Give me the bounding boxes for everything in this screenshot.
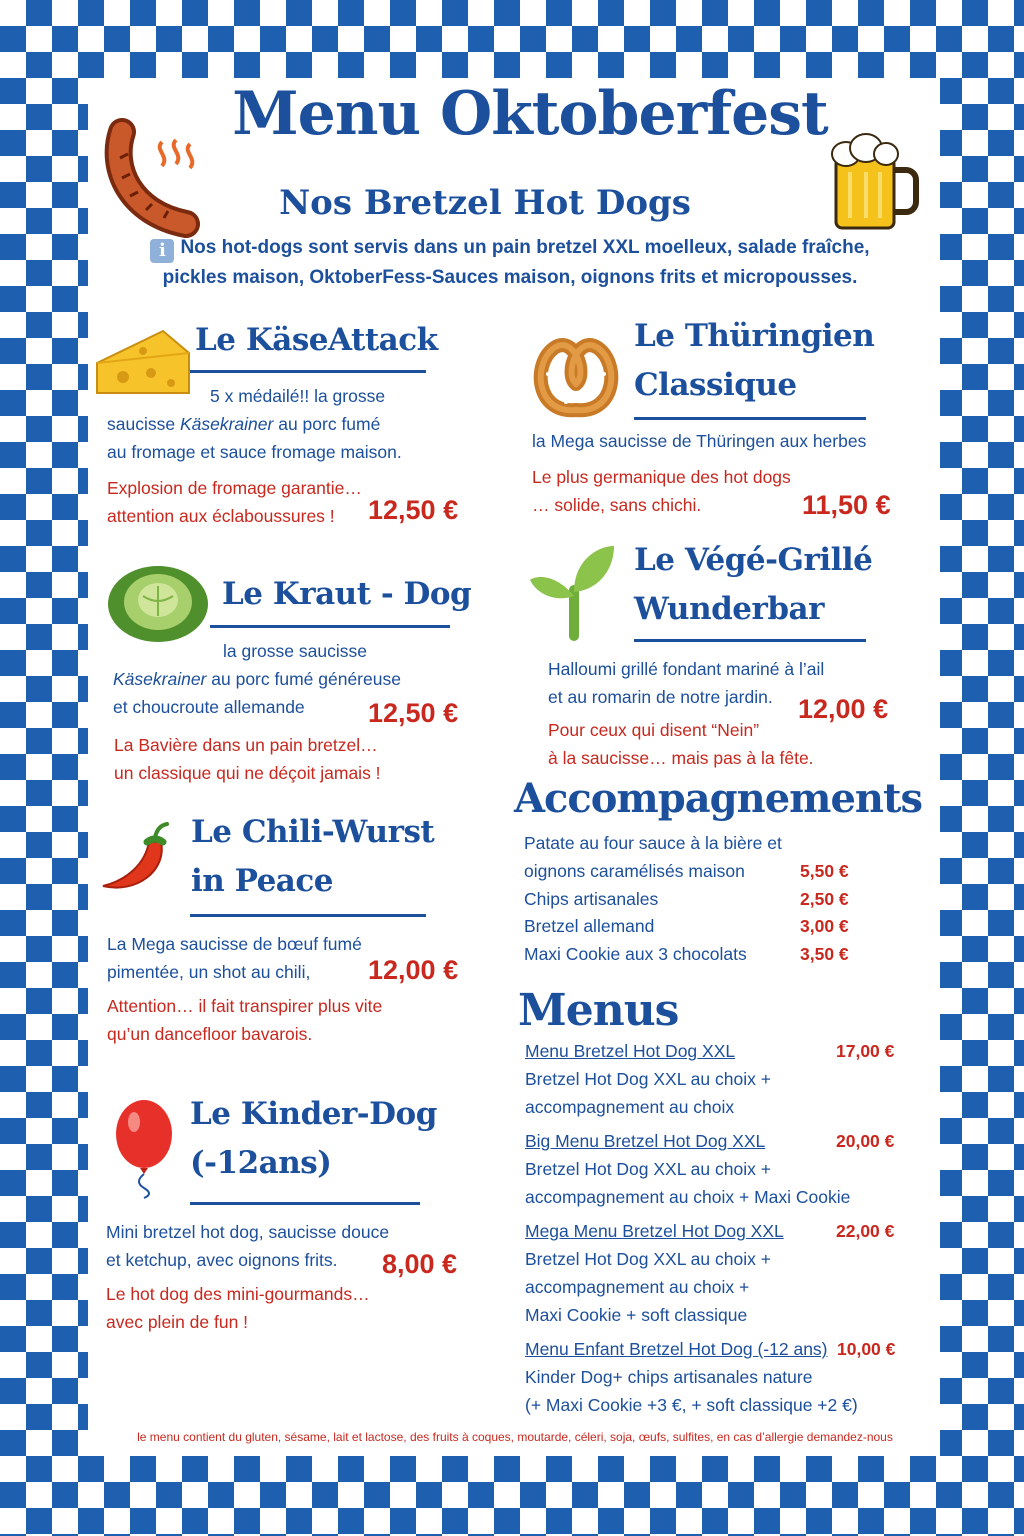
menu-price: 20,00 € xyxy=(836,1131,895,1151)
menu-price: 10,00 € xyxy=(837,1339,896,1359)
menu-price: 17,00 € xyxy=(836,1041,895,1061)
item-price: 8,00 € xyxy=(382,1249,458,1279)
item-title-kaseattack: Le KäseAttack xyxy=(195,322,438,358)
menu-item: Menu Bretzel Hot Dog XXL Bretzel Hot Dog XXL au choix + accompagnement au choix xyxy=(525,1038,855,1121)
title-underline xyxy=(634,639,866,642)
side-price: 5,50 € xyxy=(800,861,849,881)
menus-title: Menus xyxy=(518,985,679,1036)
side-price: 3,50 € xyxy=(800,944,849,964)
menu-item: Menu Enfant Bretzel Hot Dog (-12 ans) Kinder Dog+ chips artisanales nature (+ Maxi Cookie +3 €, + soft classique +2 €) xyxy=(525,1336,875,1419)
item-description: 5 x médailé!! la grosse saucisse Käsekrainer au porc fumé au fromage et sauce fromage maison. xyxy=(107,386,402,462)
item-tagline: Attention… il fait transpirer plus vite qu’un dancefloor bavarois. xyxy=(107,996,383,1044)
item-price: 11,50 € xyxy=(802,490,891,520)
item-title-kraut-dog: Le Kraut - Dog xyxy=(222,576,472,612)
cabbage-icon xyxy=(103,556,213,644)
sausage-icon xyxy=(100,118,210,233)
item-title-thuringien: Le Thüringien Classique xyxy=(634,318,875,403)
title-underline xyxy=(190,370,426,373)
info-icon: i xyxy=(150,239,174,263)
title-underline xyxy=(190,1202,420,1205)
item-tagline: Pour ceux qui disent “Nein” à la saucisse… mais pas à la fête. xyxy=(548,720,814,768)
chili-icon xyxy=(97,820,179,900)
menu-name: Menu Bretzel Hot Dog XXL xyxy=(525,1041,736,1061)
side-item: Bretzel allemand xyxy=(524,916,655,936)
item-description: Mini bretzel hot dog, saucisse douce et ketchup, avec oignons frits. xyxy=(106,1222,390,1270)
title-underline xyxy=(190,914,426,917)
item-tagline: Le plus germanique des hot dogs … solide, sans chichi. xyxy=(532,467,791,515)
page-title: Menu Oktoberfest xyxy=(232,79,828,149)
side-item: oignons caramélisés maison xyxy=(524,861,745,881)
menu-name: Big Menu Bretzel Hot Dog XXL xyxy=(525,1131,766,1151)
sprout-icon xyxy=(528,540,620,640)
menu-item: Mega Menu Bretzel Hot Dog XXL Bretzel Hot Dog XXL au choix + accompagnement au choix + Maxi Cookie + soft classique xyxy=(525,1218,855,1329)
side-item: Chips artisanales xyxy=(524,889,659,909)
title-underline xyxy=(634,417,866,420)
item-price: 12,50 € xyxy=(368,495,459,525)
page-subtitle: Nos Bretzel Hot Dogs xyxy=(279,183,691,223)
item-tagline: Le hot dog des mini-gourmands… avec plein de fun ! xyxy=(106,1284,370,1332)
title-underline xyxy=(210,625,450,628)
item-price: 12,00 € xyxy=(368,955,459,985)
menu-item: Big Menu Bretzel Hot Dog XXL Bretzel Hot Dog XXL au choix + accompagnement au choix + Maxi Cookie xyxy=(525,1128,875,1211)
side-price: 2,50 € xyxy=(800,889,849,909)
item-tagline: Explosion de fromage garantie… attention aux éclaboussures ! xyxy=(107,478,362,526)
item-title-chili-wurst: Le Chili-Wurst in Peace xyxy=(191,814,435,899)
item-description: La Mega saucisse de bœuf fumé pimentée, un shot au chili, xyxy=(107,934,362,982)
sides-title: Accompagnements xyxy=(514,775,922,822)
allergen-notice: le menu contient du gluten, sésame, lait et lactose, des fruits à coques, moutarde, céleri, soja, œufs, sulfites, en cas d’allergie demandez-nous xyxy=(137,1430,893,1444)
item-tagline: La Bavière dans un pain bretzel… un classique qui ne déçoit jamais ! xyxy=(114,735,381,783)
side-item: Patate au four sauce à la bière et xyxy=(524,833,782,853)
menu-name: Mega Menu Bretzel Hot Dog XXL xyxy=(525,1221,784,1241)
balloon-icon xyxy=(110,1098,180,1198)
item-price: 12,50 € xyxy=(368,698,459,728)
intro-text: i Nos hot-dogs sont servis dans un pain bretzel XXL moelleux, salade fraîche, pickles maison, OktoberFess-Sauces maison, oignons frits et micropousses. xyxy=(90,233,930,293)
item-description: la grosse saucisse Käsekrainer au porc fumé généreuse et choucroute allemande xyxy=(113,641,401,717)
pretzel-icon xyxy=(526,324,626,420)
item-description: Halloumi grillé fondant mariné à l’ail et au romarin de notre jardin. xyxy=(548,659,825,707)
item-title-kinder-dog: Le Kinder-Dog (-12ans) xyxy=(190,1096,437,1181)
item-title-vege-grille: Le Végé-Grillé Wunderbar xyxy=(634,542,873,627)
menu-name: Menu Enfant Bretzel Hot Dog (-12 ans) xyxy=(525,1339,828,1359)
item-price: 12,00 € xyxy=(798,694,889,724)
item-description: la Mega saucisse de Thüringen aux herbes xyxy=(532,431,867,451)
menu-price: 22,00 € xyxy=(836,1221,895,1241)
side-item: Maxi Cookie aux 3 chocolats xyxy=(524,944,747,964)
side-price: 3,00 € xyxy=(800,916,849,936)
